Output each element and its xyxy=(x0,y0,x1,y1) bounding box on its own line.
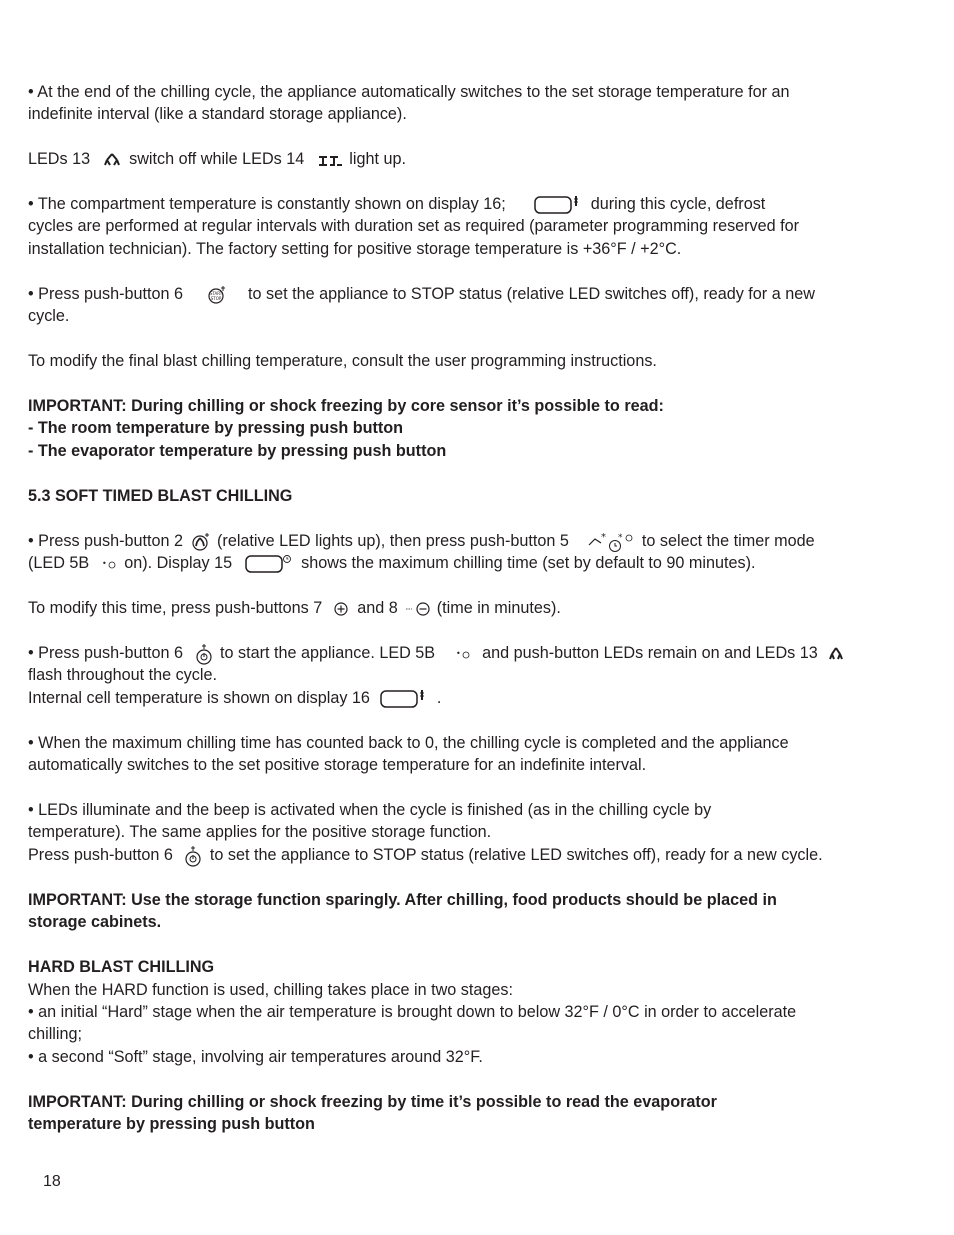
text-line: • At the end of the chilling cycle, the appliance automatically switches to the set storage temperature for an xyxy=(28,83,790,101)
timer-led-icon xyxy=(102,558,116,570)
text-line: When the HARD function is used, chilling takes place in two stages: xyxy=(28,981,513,999)
svg-text:STOP: STOP xyxy=(210,295,221,301)
text-line: automatically switches to the set positive storage temperature for an indefinite interval. xyxy=(28,756,647,774)
timer-paragraph-line2: (LED 5B • on). Display 15 shows the maximum chilling time (set by default to 90 minutes). xyxy=(28,554,756,572)
section-heading: HARD BLAST CHILLING xyxy=(28,958,215,976)
start-stop-button-icon xyxy=(194,643,214,665)
display16-line: Internal cell temperature is shown on display 16 . xyxy=(28,689,442,707)
important-line: IMPORTANT: During chilling or shock freezing by time it’s possible to read the evaporator xyxy=(28,1093,717,1111)
important-line: - The room temperature by pressing push button xyxy=(28,419,404,437)
text-line: installation technician). The factory setting for positive storage temperature is +36°F / +2°C. xyxy=(28,240,682,258)
important-line: IMPORTANT: Use the storage function sparingly. After chilling, food products should be placed in xyxy=(28,891,777,909)
text-line: indefinite interval (like a standard storage appliance). xyxy=(28,105,407,123)
text-line: To modify the final blast chilling temperature, consult the user programming instructions. xyxy=(28,352,657,370)
display-timer-icon xyxy=(245,554,293,574)
blast-chill-leds-icon xyxy=(828,647,844,661)
start-stop-button-icon xyxy=(183,845,203,867)
display-thermometer-icon xyxy=(534,195,582,215)
svg-text:*: * xyxy=(618,532,623,543)
section-title: 5.3 SOFT TIMED BLAST CHILLING xyxy=(28,487,293,505)
svg-text:•: • xyxy=(101,558,107,568)
text-line: • LEDs illuminate and the beep is activated when the cycle is finished (as in the chilling cycle by xyxy=(28,801,712,819)
timer-paragraph: • Press push-button 2 (relative LED lights up), then press push-button 5 * * to select the timer mode xyxy=(28,530,815,553)
storage-leds-icon xyxy=(317,153,343,167)
stop-line: Press push-button 6 to set the appliance to STOP status (relative LED switches off), ready for a new cycle. xyxy=(28,844,823,867)
page-number: 18 xyxy=(43,1173,61,1190)
minus-button-icon xyxy=(406,601,432,617)
leds-paragraph: LEDs 13 switch off while LEDs 14 light up. xyxy=(28,150,406,168)
text-line: • When the maximum chilling time has counted back to 0, the chilling cycle is completed and the appliance xyxy=(28,734,789,752)
text-line: • a second “Soft” stage, involving air temperatures around 32°F. xyxy=(28,1048,483,1066)
start-paragraph: • Press push-button 6 to start the appliance. LED 5B • and push-button LEDs remain on and LEDs 13 xyxy=(28,642,844,665)
stop-paragraph: • Press push-button 6 START STOP to set the appliance to STOP status (relative LED switches off), ready for a new xyxy=(28,285,815,303)
svg-text:START: START xyxy=(209,290,222,296)
svg-text:•: • xyxy=(455,648,461,658)
display-thermometer-icon xyxy=(380,689,428,709)
important-line: temperature by pressing push button xyxy=(28,1115,315,1133)
modify-time-paragraph: To modify this time, press push-buttons 7 and 8 (time in minutes). xyxy=(28,599,561,617)
text-line: chilling; xyxy=(28,1025,82,1043)
display16-paragraph: • The compartment temperature is constantly shown on display 16; during this cycle, defrost xyxy=(28,195,766,213)
important-line: - The evaporator temperature by pressing push button xyxy=(28,442,447,460)
timer-mode-button-icon xyxy=(587,531,637,553)
text-line: • an initial “Hard” stage when the air temperature is brought down to below 32°F / 0°C in order to accelerate xyxy=(28,1003,797,1021)
text-line: flash throughout the cycle. xyxy=(28,666,217,684)
important-line: storage cabinets. xyxy=(28,913,162,931)
text-line: temperature). The same applies for the positive storage function. xyxy=(28,823,492,841)
timer-led-icon xyxy=(456,648,470,660)
svg-text:*: * xyxy=(601,531,607,543)
text-line: cycles are performed at regular intervals with duration set as required (parameter programming reserved for xyxy=(28,217,800,235)
soft-chill-button-icon xyxy=(191,532,211,552)
important-line: IMPORTANT: During chilling or shock freezing by core sensor it’s possible to read: xyxy=(28,397,664,415)
plus-button-icon xyxy=(333,601,349,617)
blast-chill-leds-icon xyxy=(103,153,121,167)
text-line: cycle. xyxy=(28,307,70,325)
start-stop-button-icon xyxy=(206,285,228,305)
